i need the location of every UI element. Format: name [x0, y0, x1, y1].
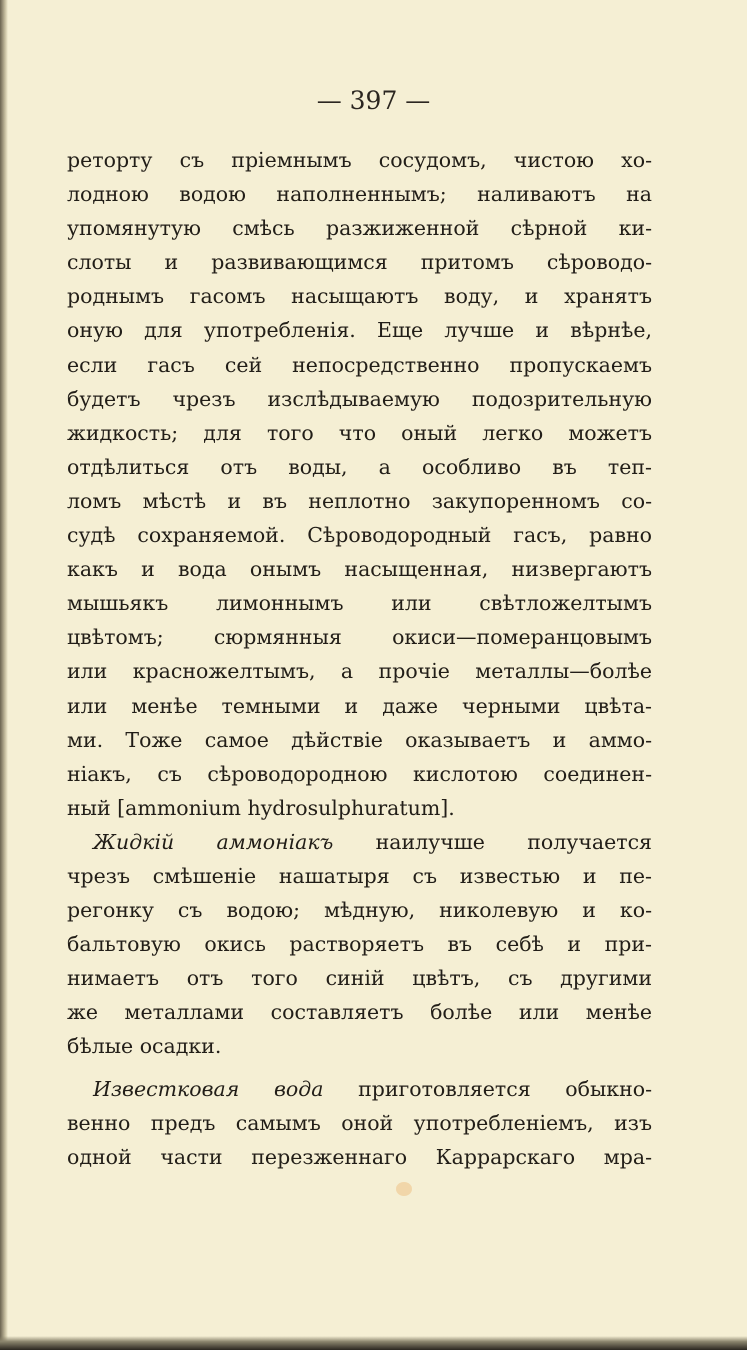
text-line: [67, 1072, 652, 1106]
text-line: будетъ чрезъ изслѣдываемую подозрительную: [67, 386, 652, 411]
text-line: лодною водою наполненнымъ; наливаютъ на: [67, 182, 652, 207]
italic-term: Жидкій аммоніакъ: [93, 829, 334, 854]
text-line: жидкость; для того что оный легко можетъ: [67, 420, 652, 445]
text-line: если гасъ сей непосредственно пропускаемъ: [67, 352, 652, 377]
line-rest: наилучше получается: [375, 829, 652, 854]
page-bottom-edge: [0, 1336, 747, 1350]
text-line: роднымъ гасомъ насыщаютъ воду, и хранятъ: [67, 284, 652, 309]
text-line: ный [ammonium hydrosulphuratum].: [67, 795, 455, 820]
text-line: слоты и развивающимся притомъ сѣроводо-: [67, 250, 652, 275]
text-line: ми. Тоже самое дѣйствіе оказываетъ и аммо-: [67, 727, 652, 752]
text-line: одной части перезженнаго Каррарскаго мра-: [67, 1144, 652, 1169]
body-text: [67, 143, 652, 1174]
text-line: нимаетъ отъ того синій цвѣтъ, съ другими: [67, 966, 652, 991]
text-line: бальтовую окись растворяетъ въ себѣ и при-: [67, 932, 652, 957]
text-line: какъ и вода онымъ насыщенная, низвергаютъ: [67, 557, 652, 582]
paragraph-gap: [67, 1064, 652, 1072]
text-line: цвѣтомъ; сюрмянныя окиси—померанцовымъ: [67, 625, 652, 650]
paragraph-1: [67, 143, 652, 825]
paragraph-3: [67, 1072, 652, 1174]
text-line: судѣ сохраняемой. Сѣроводородный гасъ, равно: [67, 523, 652, 548]
text-line: мышьякъ лимоннымъ или свѣтложелтымъ: [67, 591, 652, 616]
paper-stain: [396, 1182, 412, 1196]
page-number: — 397 —: [316, 86, 431, 115]
text-line: же металлами составляетъ болѣе или менѣе: [67, 1000, 652, 1025]
text-line: ніакъ, съ сѣроводородною кислотою соединен-: [67, 761, 652, 786]
text-line: упомянутую смѣсь разжиженной сѣрной ки-: [67, 216, 652, 241]
text-line: чрезъ смѣшеніе нашатыря съ известью и пе-: [67, 863, 652, 888]
text-line: или красножелтымъ, а прочіе металлы—болѣе: [67, 659, 652, 684]
page-binding-edge: [0, 0, 8, 1350]
text-line: ломъ мѣстѣ и въ неплотно закупоренномъ со-: [67, 488, 652, 513]
line-rest: приготовляется обыкно-: [358, 1076, 653, 1101]
text-line: регонку съ водою; мѣдную, николевую и ко-: [67, 898, 652, 923]
paragraph-2: [67, 825, 652, 1064]
text-line: венно предъ самымъ оной употребленіемъ, изъ: [67, 1110, 652, 1135]
text-line: [67, 825, 652, 859]
text-line: или менѣе темными и даже черными цвѣта-: [67, 693, 652, 718]
text-line: реторту съ пріемнымъ сосудомъ, чистою хо-: [67, 148, 652, 172]
text-line: отдѣлиться отъ воды, а особливо въ теп-: [67, 454, 652, 479]
italic-term: Известковая вода: [93, 1076, 324, 1101]
text-line: оную для употребленія. Еще лучше и вѣрнѣе,: [67, 318, 652, 343]
text-line: бѣлые осадки.: [67, 1034, 222, 1059]
